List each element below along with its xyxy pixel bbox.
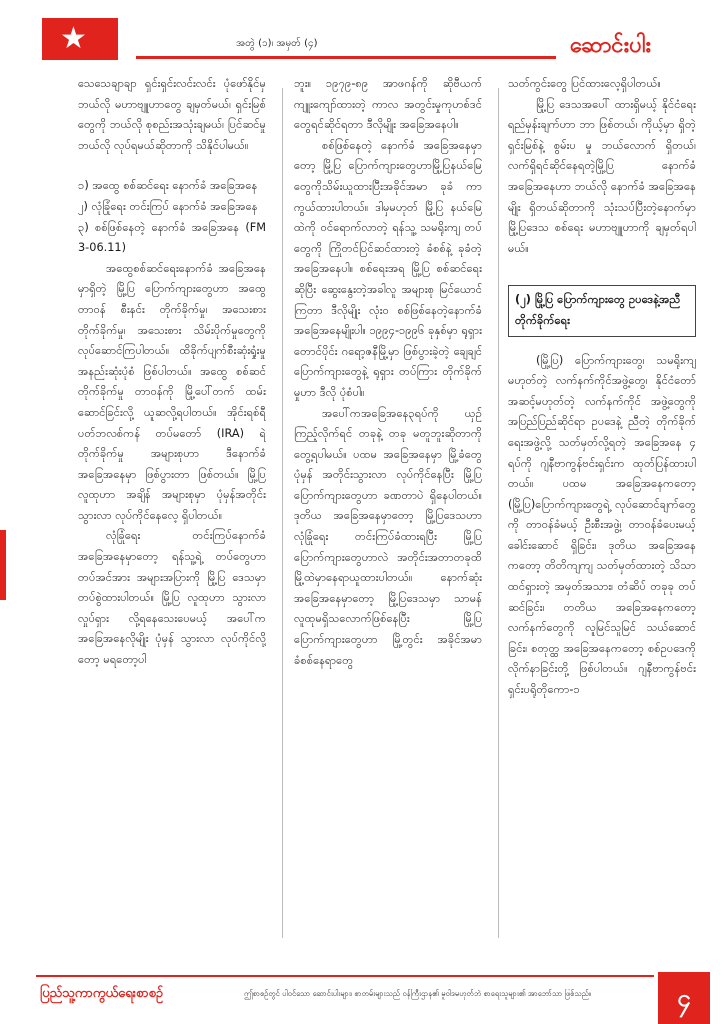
column-divider: [282, 88, 283, 938]
paragraph: စစ်ဖြစ်နေတဲ့ နောက်ခံ အခြေအနေမှာတော့ မြို့ပြ ပြောက်ကျားတွေဟာမြို့ပြနယ်မြေတွေကိုသိမ်းယူထားပြီးအခိုင်အမာ ခုခံ ကာကွယ်ထားပါတယ်။ ဒါမှမဟုတ် မြို့ပြ နယ်မြေထဲကို ဝင်ရောက်လာတဲ့ ရန်သူ့ သမရိုးကျ တပ်တွေကို ကြိုတင်ပြင်ဆင်ထားတဲ့ ခံစစ်နဲ့ ခုခံတဲ့အခြေအနေပါ။ စစ်ရေးအရ မြို့ပြ စစ်ဆင်ရေးဆိုပြီး ဆွေးနွေးတဲ့အခါလူ အများစု မြင်ယောင်ကြတာ ဒီလိုမျိုး လုံးဝ စစ်ဖြစ်နေတဲ့နောက်ခံ အခြေအနေမျိုးပါ။ ၁၉၉၄-၁၉၉၆ ခုနှစ်မှာ ရုရှားတောင်ပိုင်း ဂရော့ဇနီမြို့မှာ ဖြစ်ပွားခဲ့တဲ့ ချေချင်ပြောက်ကျားတွေနဲ့ ရုရှား တပ်ကြား တိုက်ခိုက်မှုဟာ ဒီလို ပုံစံပါ။: [294, 138, 482, 399]
star-icon: ★: [60, 21, 87, 56]
paragraph: အထွေစစ်ဆင်ရေးနောက်ခံ အခြေအနေမှာရှိတဲ့ မြို့ပြ ပြောက်ကျားတွေဟာ အထွေတာဝန် စီးနင်း တိုက်ခိုက်မှု၊ အသေးစား တိုက်ခိုက်မှု၊ အသေးစား သိမ်းပိုက်မှုတွေကို လုပ်ဆောင်ကြပါတယ်။ ထိခိုက်ပျက်စီးဆုံးရှုံးမှု အနည်းဆုံးပုံစံ ဖြစ်ပါတယ်။ အထွေ စစ်ဆင်တိုက်ခိုက်မှု တာဝန်ကို မြို့ပေါ်တက် ထမ်းဆောင်ခြင်းလို့ ယူဆလို့ရပါတယ်။ အိုင်းရစ်ရီပတ်ဘလစ်ကန် တပ်မတော် (IRA) ရဲ့ တိုက်ခိုက်မှု အများစုဟာ ဒီနောက်ခံ အခြေအနေမှာ ဖြစ်ပွားတာ ဖြစ်တယ်။ မြို့ပြ လူထုဟာ အချိန် အများစုမှာ ပုံမှန်အတိုင်း သွားလာ လုပ်ကိုင်နေလေ့ ရှိပါတယ်။: [78, 261, 266, 522]
flag-logo: [42, 18, 118, 60]
paragraph: မြို့ပြ ဒေသအပေါ် ထားရှိမယ့် နိုင်ငံရေး ရည်မှန်းချက်ဟာ ဘာ ဖြစ်တယ်၊ ကိုယ့်မှာ ရှိတဲ့ ရှင်းမြစ်နဲ့ စွမ်းပ မှု ဘယ်လောက် ရှိတယ်၊ လက်ရှိရင်ဆိုင်နေရတဲ့မြို့ပြ နောက်ခံ အခြေအနေဟာ ဘယ်လို နောက်ခံ အခြေအနေမျိုး ရှိတယ်ဆိုတာကို သုံးသပ်ပြီးတဲ့နောက်မှာ မြို့ပြဒေသ စစ်ရေး မဟာဗျူဟာကို ချမှတ်ရပါမယ်။: [508, 97, 696, 255]
paragraph: (မြို့ပြ) ပြောက်ကျားတွေ၊ သမရိုးကျမဟုတ်တဲ့ လက်နက်ကိုင်အဖွဲ့တွေ၊ နိုင်ငံတော် အဆင့်မဟုတ်တဲ့ လက်နက်ကိုင် အဖွဲ့တွေကို အပြည်ပြည်ဆိုင်ရာ ဥပဒေနဲ့ ညီတဲ့ တိုက်ခိုက်ရေးအဖွဲ့လို့ သတ်မှတ်လို့ရတဲ့ အခြေအနေ ၄ ရပ်ကို ဂျနီဗာကွန်ဗင်းရှင်းက ထုတ်ပြန်ထားပါတယ်။ ပထမ အခြေအနေကတော့ (မြို့ပြ)ပြောက်ကျားတွေရဲ့ လုပ်ဆောင်ချက်တွေကို တာဝန်ခံမယ့် ဦးစီးအဖွဲ့၊ တာဝန်ခံပေးမယ့် ခေါင်းဆောင် ရှိခြင်း၊ ဒုတိယ အခြေအနေကတော့ တိတိကျကျ သတ်မှတ်ထားတဲ့ သိသာထင်ရှားတဲ့ အမှတ်အသား၊ တံဆိပ် တခုခု တပ်ဆင်ခြင်း၊ တတိယ အခြေအနေကတော့ လက်နက်တွေကို လူမြင်သူမြင် သယ်ဆောင်ခြင်း၊ စတုတ္ထ အခြေအနေကတော့ စစ်ဥပဒေကို လိုက်နာခြင်းတို့ ဖြစ်ပါတယ်။ ဂျနီဗာကွန်ဗင်းရှင်းပရိုတိုကော-၁: [508, 353, 696, 697]
subsection-heading: (၂) မြို့ပြ ပြောက်ကျားတွေ ဥပဒေနဲ့အညီ တိုက်ခိုက်ရေး: [508, 285, 696, 336]
page-number: ၄: [658, 972, 710, 1024]
paragraph: ဘူး။ ၁၉၇၉-၈၉ အာဖဂန်ကို ဆိုဗီယက် ကျူးကျော်ထားတဲ့ ကာလ အတွင်းမှုကုဟစ်ဒင်တွေရင်ဆိုင်ရတာ ဒီလိုမျိုး အခြေအနေပါ။: [294, 77, 482, 132]
list-item: ၃) စစ်ဖြစ်နေတဲ့ နောက်ခံ အခြေအနေ (FM 3-06.11): [78, 220, 266, 255]
list-item: ၁) အထွေ စစ်ဆင်ရေး နောက်ခံ အခြေအနေ: [78, 179, 258, 193]
column-1: [78, 74, 266, 944]
footer-disclaimer: ဤစာစဉ်တွင် ပါဝင်သော ဆောင်းပါးများ၊ စာတမ်းများသည် ဝန်ကြီးဌာန၏ မူဝါဒမဟုတ်ဘဲ စာရေးသူများ၏ အာဘော်သာ ဖြစ်သည်။: [244, 989, 592, 998]
column-divider: [498, 88, 499, 938]
page-header: [0, 0, 724, 62]
footer-divider: [36, 975, 654, 977]
spacer: [78, 156, 266, 176]
header-divider: [136, 56, 556, 59]
paragraph: အပေါ်ကအခြေအနေ၃ရပ်ကို ယှဉ်ကြည့်လိုက်ရင် တခုနဲ့ တခု မတူဘူးဆိုတာကို တွေ့ရပါမယ်။ ပထမ အခြေအနေမှာ မြို့ခံတွေ ပုံမှန် အတိုင်းသွားလာ လုပ်ကိုင်နေပြီး မြို့ပြ ပြောက်ကျားတွေဟာ ခဏတာပဲ ရှိနေပါတယ်။ ဒုတိယ အခြေအနေမှာတော့ မြို့ပြဒေသဟာ လုံခြုံရေး တင်းကြပ်ခံထားရပြီး မြို့ပြပြောက်ကျားတွေဟာလဲ အတိုင်းအတာတခုထိ မြို့ထဲမှာနေရာယူထားပါတယ်။ နောက်ဆုံး အခြေအနေမှာတော့ မြို့ပြဒေသမှာ သာမန်လူထုမရှိသလောက်ဖြစ်နေပြီး မြို့ပြ ပြောက်ကျားတွေဟာ မြို့တွင်း အခိုင်အမာ ခံစစ်နေရာတွေ: [294, 406, 482, 667]
list-item: ၂) လုံခြုံရေး တင်းကြပ် နောက်ခံ အခြေအနေ: [78, 199, 258, 213]
column-2: [294, 74, 482, 944]
issue-label: အတွဲ (၁)၊ အမှတ် (၄): [236, 38, 318, 49]
section-title: ဆောင်းပါး: [570, 33, 652, 58]
side-marker: [0, 530, 6, 600]
magazine-name: ပြည်သူ့ကာကွယ်ရေးစာစဉ်: [40, 986, 164, 1001]
column-3: [508, 74, 696, 944]
paragraph: လုံခြုံရေး တင်းကြပ်နောက်ခံ အခြေအနေမှာတော့ ရန်သူ့ရဲ့ တပ်တွေဟာ တပ်အင်အား အများအပြားကို မြို့ပြ ဒေသမှာ တပ်စွဲထားပါတယ်။ မြို့ပြ လူထုဟာ သွားလာ လှုပ်ရှား လို့ရနေသေးပေမယ့် အပေါ်က အခြေအနေလိုမျိုး ပုံမှန် သွားလာ လုပ်ကိုင်လို့တော့ မရတော့ပါ: [78, 529, 266, 667]
paragraph: သတ်ကွင်းတွေ ပြင်ထားလေ့ရှိပါတယ်။: [508, 77, 661, 90]
paragraph: သေသေချာချာ ရှင်းရှင်းလင်းလင်း ပုံဖော်နိုင်မှ ဘယ်လို မဟာဗျူဟာတွေ ချမှတ်မယ်၊ ရှင်းမြစ်တွေကို ဘယ်လို စုစည်းအသုံးချမယ်၊ ပြင်ဆင်မှုဘယ်လို လုပ်ရမယ်ဆိုတာကို သိနိုင်ပါမယ်။: [78, 77, 266, 152]
